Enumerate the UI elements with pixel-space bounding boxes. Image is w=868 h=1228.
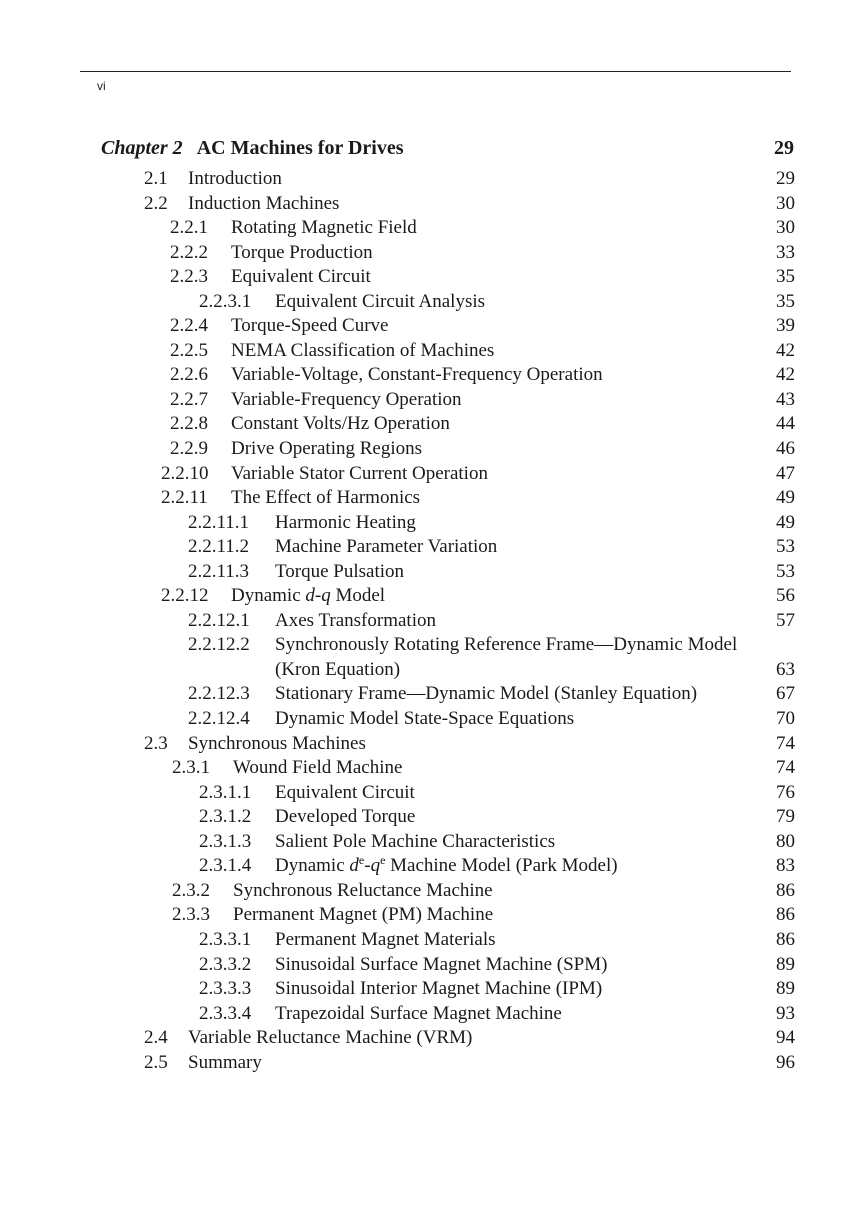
entry-number: 2.2.11.3 [188,560,250,582]
entry-title: Harmonic Heating [275,511,416,533]
toc-entry-2-2-9 [0,437,868,462]
chapter-page: 29 [774,137,794,159]
chapter-heading [101,134,794,162]
entry-title: The Effect of Harmonics [231,487,421,509]
entry-number: 2.3.3 [172,904,210,926]
entry-title: Dynamic $d^e-q^e$ Machine Model (Park Model) [275,853,618,877]
entry-page: 39 [776,315,795,337]
toc-entry-2-3-1-1 [0,781,868,806]
entry-title: Equivalent Circuit [275,781,415,803]
entry-number: 2.2.9 [170,438,208,460]
toc-entry-2-3-1-2 [0,805,868,830]
entry-page: 53 [776,560,795,582]
entry-number: 2.3.1.4 [199,855,252,877]
toc-entry-2-2-2 [0,241,868,266]
toc-entry-2-2-7 [0,388,868,413]
entry-page: 47 [776,462,795,484]
entry-page: 29 [776,168,795,189]
toc-entry-2-2 [0,192,868,217]
entry-number: 2.2.10 [161,462,209,484]
entry-page: 35 [776,290,795,312]
entry-title: Wound Field Machine [233,757,403,779]
toc-entry-2-2-12-4 [0,707,868,732]
toc-entry-2-3-3-1 [0,928,868,953]
entry-number: 2.3.2 [172,879,210,901]
entry-title: Variable-Frequency Operation [231,388,462,410]
entry-page: 76 [776,781,795,803]
toc-entry-2-2-11-1 [0,511,868,536]
entry-page: 67 [776,683,795,705]
entry-number: 2.3.1.3 [199,830,252,852]
entry-title: Dynamic d-q Model [231,585,386,607]
entry-title: Summary [188,1051,262,1073]
entry-page: 96 [776,1051,795,1073]
toc-entry-2-1 [0,167,868,192]
toc-entry-2-2-10 [0,462,868,487]
entry-title: Drive Operating Regions [231,438,423,460]
entry-title: Permanent Magnet (PM) Machine [233,904,494,926]
entry-page: 53 [776,536,795,558]
toc-entry-2-3-3-4 [0,1002,868,1027]
entry-page: 43 [776,388,795,410]
toc-entry-2-3-1-4 [0,854,868,879]
toc-entry-2-3-3-2 [0,953,868,978]
entry-page: 93 [776,1002,795,1024]
entry-page: 89 [776,978,795,1000]
entry-page: 83 [776,855,795,877]
entry-page: 74 [776,757,795,779]
toc-entry-2-2-12-2 [0,633,868,658]
entry-number: 2.2.12 [161,585,209,607]
entry-title: Synchronous Reluctance Machine [233,879,493,901]
toc-entry-2-2-11-2 [0,535,868,560]
entry-title: Variable Reluctance Machine (VRM) [188,1027,473,1049]
entry-title: Torque-Speed Curve [231,315,389,337]
toc-entry-2-4 [0,1026,868,1051]
entry-title: Synchronously Rotating Reference Frame—Dynamic Model [275,634,738,656]
entry-number: 2.4 [144,1027,168,1049]
entry-title: Dynamic Model State-Space Equations [275,708,575,730]
toc-entry-2-3-3-3 [0,977,868,1002]
entry-number: 2.2 [144,192,168,214]
entry-title: Variable-Voltage, Constant-Frequency Operation [231,364,603,386]
entry-number: 2.2.12.1 [188,609,250,631]
toc-entry-2-2-5 [0,339,868,364]
toc-entry-continuation [0,658,868,683]
toc-entry-2-2-3-1 [0,290,868,315]
toc-entry-2-3-1-3 [0,830,868,855]
entry-title: Induction Machines [188,192,340,214]
entry-page: 63 [776,658,795,680]
entry-title: Variable Stator Current Operation [231,462,488,484]
toc-entry-2-2-12-3 [0,682,868,707]
toc-entry-2-2-12 [0,584,868,609]
entry-title: Machine Parameter Variation [275,536,498,558]
entry-number: 2.2.12.4 [188,708,250,730]
entry-title: Synchronous Machines [188,732,366,754]
entry-page: 49 [776,511,795,533]
entry-title: Constant Volts/Hz Operation [231,413,450,435]
entry-title-continued: (Kron Equation) [275,658,401,680]
entry-title: Equivalent Circuit [231,266,371,288]
entry-number: 2.3.3.4 [199,1002,252,1024]
toc-entry-2-2-3 [0,265,868,290]
header-rule [80,71,791,72]
entry-page: 49 [776,487,795,509]
entry-page: 42 [776,339,795,361]
entry-title: Rotating Magnetic Field [231,217,417,239]
entry-page: 56 [776,585,795,607]
toc-entry-2-2-12-1 [0,609,868,634]
toc-entry-2-2-8 [0,412,868,437]
entry-number: 2.2.3 [170,266,208,288]
toc-entry-2-2-6 [0,363,868,388]
toc-entry-2-2-11-3 [0,560,868,585]
entry-page: 30 [776,217,795,239]
entry-page: 57 [776,609,795,631]
toc-entry-2-3-2 [0,879,868,904]
entry-title: Stationary Frame—Dynamic Model (Stanley Equation) [275,683,698,705]
entry-number: 2.2.12.2 [188,634,250,656]
entry-title: NEMA Classification of Machines [231,339,495,361]
entry-page: 74 [776,732,795,754]
entry-number: 2.2.5 [170,339,208,361]
entry-number: 2.2.12.3 [188,683,250,705]
entry-number: 2.3 [144,732,168,754]
entry-number: 2.3.3.3 [199,978,252,1000]
toc-list [0,167,868,1075]
entry-number: 2.2.2 [170,241,208,263]
entry-number: 2.2.11.2 [188,536,250,558]
toc-entry-2-2-4 [0,314,868,339]
entry-number: 2.3.1.2 [199,806,252,828]
entry-page: 35 [776,266,795,288]
entry-number: 2.2.4 [170,315,208,337]
entry-number: 2.2.6 [170,364,208,386]
page-number: vi [97,79,106,93]
toc-entry-2-3-1 [0,756,868,781]
entry-page: 70 [776,708,795,730]
entry-page: 79 [776,806,795,828]
entry-page: 44 [776,413,795,435]
entry-page: 30 [776,192,795,214]
toc-entry-2-5 [0,1051,868,1076]
toc-entry-2-3-3 [0,903,868,928]
toc-entry-2-2-1 [0,216,868,241]
entry-number: 2.3.3.1 [199,928,252,950]
entry-number: 2.2.7 [170,388,208,410]
entry-title: Torque Pulsation [275,560,405,582]
entry-number: 2.3.3.2 [199,953,252,975]
entry-page: 46 [776,438,795,460]
entry-title: Torque Production [231,241,373,263]
entry-page: 33 [776,241,795,263]
toc-entry-2-2-11 [0,486,868,511]
entry-number: 2.2.3.1 [199,290,252,312]
entry-number: 2.2.1 [170,217,208,239]
entry-number: 2.5 [144,1051,168,1073]
entry-number: 2.2.11.1 [188,511,250,533]
entry-title: Permanent Magnet Materials [275,928,496,950]
chapter-title: AC Machines for Drives [196,137,404,159]
entry-page: 42 [776,364,795,386]
entry-page: 86 [776,928,795,950]
entry-page: 86 [776,904,795,926]
entry-title: Developed Torque [275,806,416,828]
entry-title: Salient Pole Machine Characteristics [275,830,556,852]
entry-title: Sinusoidal Interior Magnet Machine (IPM) [275,978,603,1000]
entry-number: 2.3.1 [172,757,210,779]
entry-number: 2.2.8 [170,413,208,435]
entry-title: Axes Transformation [275,609,436,631]
entry-number: 2.3.1.1 [199,781,252,803]
chapter-label: Chapter 2 [101,137,183,159]
entry-title: Sinusoidal Surface Magnet Machine (SPM) [275,953,608,975]
entry-number: 2.1 [144,168,168,189]
entry-title: Introduction [188,168,282,189]
toc-entry-2-3 [0,732,868,757]
entry-page: 80 [776,830,795,852]
entry-page: 89 [776,953,795,975]
entry-title: Equivalent Circuit Analysis [275,290,486,312]
entry-page: 94 [776,1027,795,1049]
entry-number: 2.2.11 [161,487,208,509]
entry-title: Trapezoidal Surface Magnet Machine [275,1002,562,1024]
entry-page: 86 [776,879,795,901]
